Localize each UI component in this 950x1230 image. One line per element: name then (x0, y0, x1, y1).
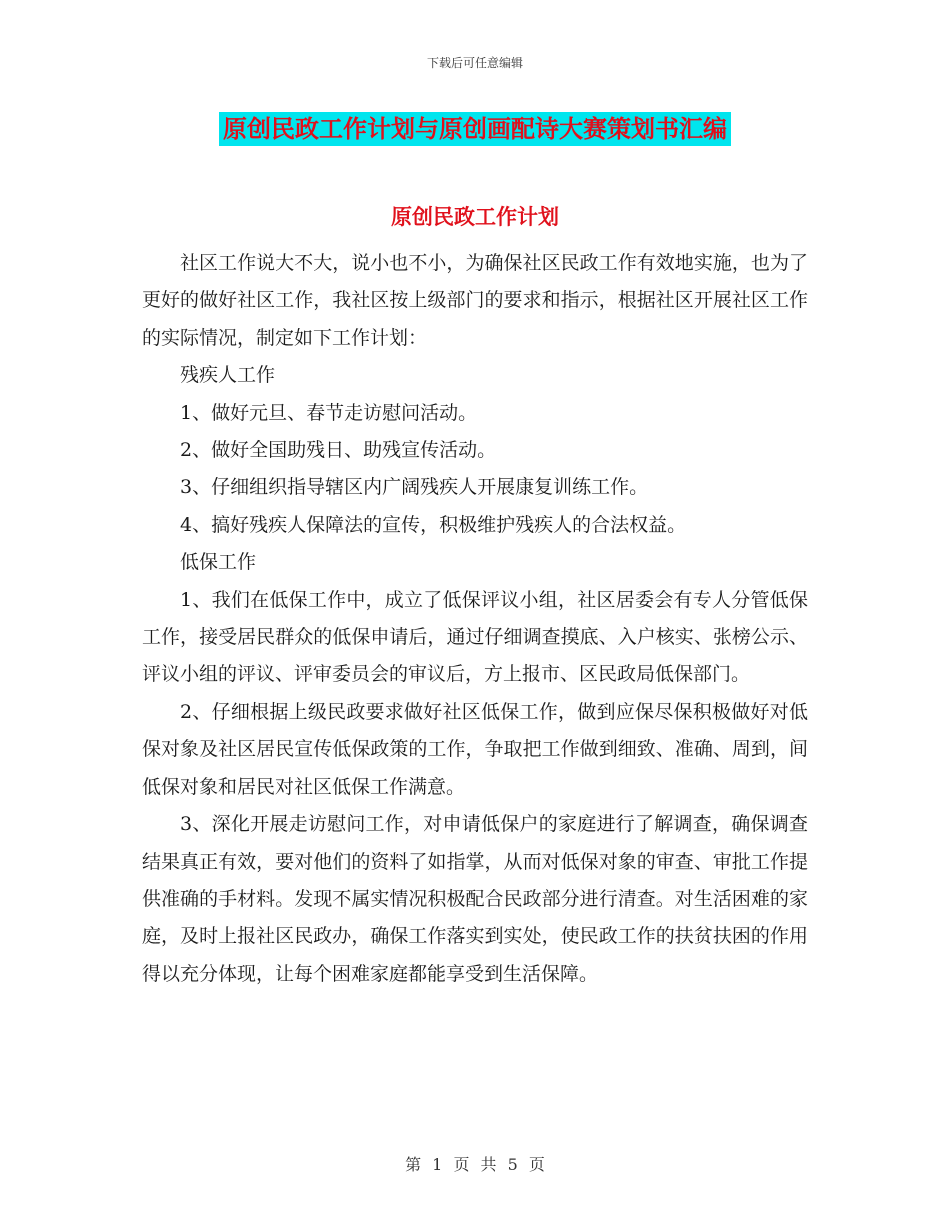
section-title: 原创民政工作计划 (391, 205, 559, 229)
list-item: 3、仔细组织指导辖区内广阔残疾人开展康复训练工作。 (180, 476, 649, 499)
document-title (0, 112, 950, 146)
document-body (142, 245, 808, 993)
paragraph-intro: 社区工作说大不大，说小也不小，为确保社区民政工作有效地实施，也为了更好的做好社区工作，我社区按上级部门的要求和指示，根据社区开展社区工作的实际情况，制定如下工作计划： (142, 252, 808, 349)
paragraph-item: 2、仔细根据上级民政要求做好社区低保工作，做到应保尽保积极做好对低保对象及社区居民宣传低保政策的工作，争取把工作做到细致、准确、周到，间低保对象和居民对社区低保工作满意。 (142, 700, 808, 798)
document-title-text: 原创民政工作计划与原创画配诗大赛策划书汇编 (219, 112, 731, 146)
heading-disabled-work: 残疾人工作 (180, 364, 276, 387)
list-item: 1、做好元旦、春节走访慰问活动。 (180, 401, 478, 424)
page-footer: 第 1 页 共 5 页 (405, 1155, 545, 1174)
list-item: 4、搞好残疾人保障法的宣传，积极维护残疾人的合法权益。 (180, 513, 687, 536)
paragraph-item: 1、我们在低保工作中，成立了低保评议小组，社区居委会有专人分管低保工作，接受居民群众的低保申请后，通过仔细调查摸底、入户核实、张榜公示、评议小组的评议、评审委员会的审议后，方上报市、区民政局低保部门。 (142, 588, 808, 686)
paragraph-item: 3、深化开展走访慰问工作，对申请低保户的家庭进行了解调查，确保调查结果真正有效，要对他们的资料了如指掌，从而对低保对象的审查、审批工作提供准确的手材料。发现不属实情况积极配合民政部分进行清查。对生活困难的家庭，及时上报社区民政办，确保工作落实到实处，使民政工作的扶贫扶困的作用得以充分体现，让每个困难家庭都能享受到生活保障。 (142, 813, 808, 985)
header-note: 下载后可任意编辑 (426, 56, 523, 70)
list-item: 2、做好全国助残日、助残宣传活动。 (180, 439, 497, 462)
heading-low-income-work: 低保工作 (180, 551, 257, 574)
